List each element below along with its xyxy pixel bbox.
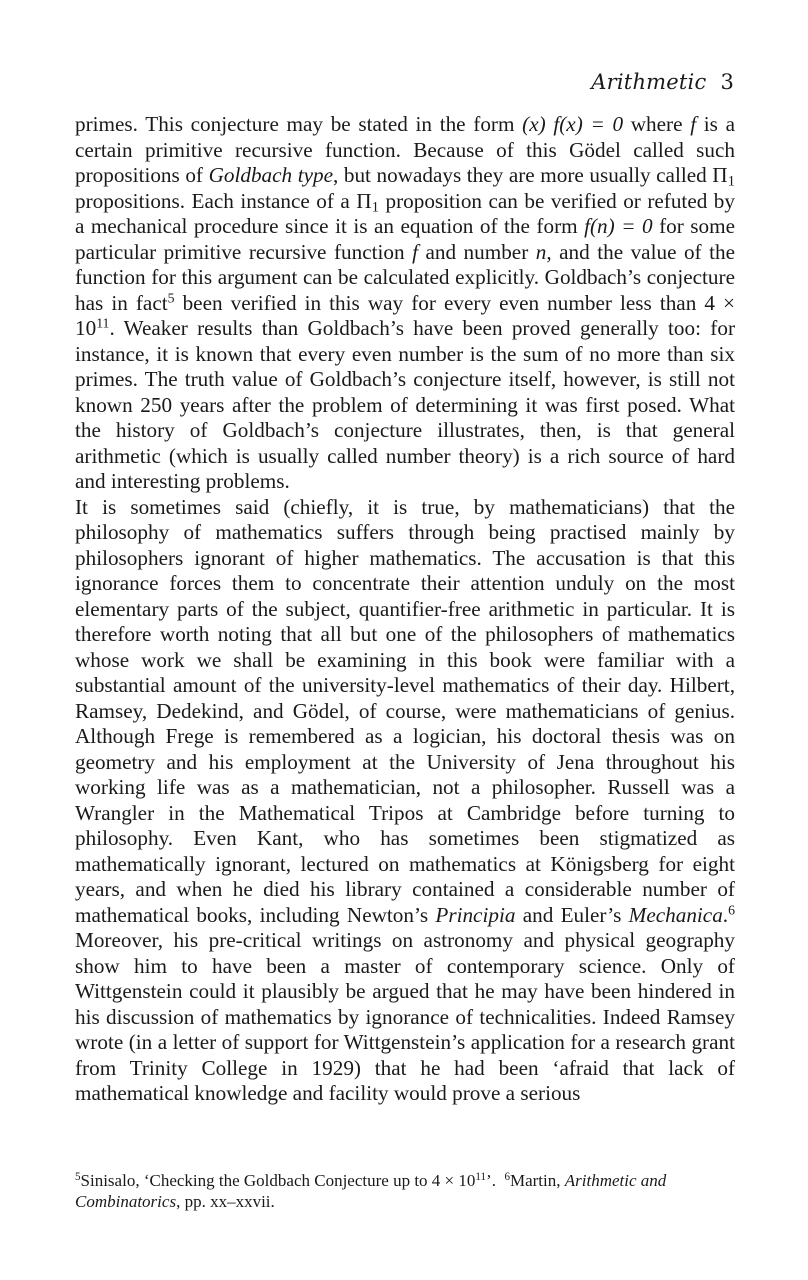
footnote-5-text: Sinisalo, ‘Checking the Goldbach Conjecture up to 4 × 10 (80, 1171, 476, 1190)
footnote-6-text: Martin, (509, 1171, 565, 1190)
math-variable: f (690, 112, 697, 136)
footnote-mark-5: 5 (75, 1170, 81, 1183)
text-run: where (623, 112, 691, 136)
text-run: , but nowadays they are more usually called Π (332, 163, 728, 187)
text-run: and Euler’s (515, 902, 629, 927)
paragraph-philosophers (75, 495, 735, 1107)
text-run: . Weaker results than Goldbach’s have been proved generally too: for instance, it is known that every even number is the sum of no more than six primes. The truth value of Goldbach’s conjecture itself, however, is still not known 250 years after the problem of determining it was first posed. What the history of Goldbach’s conjecture illustrates, then, is that general arithmetic (which is usually called number theory) is a rich source of hard and interesting problems. (75, 316, 735, 493)
text-run: for some particular primitive recursive function (75, 214, 735, 264)
footnote-ref-6[interactable]: 6 (728, 901, 735, 917)
math-variable: n (535, 239, 547, 264)
text-run: proposition can be verified or refuted by a mechanical procedure since it is an equation of the form (75, 188, 735, 238)
running-head-title: Arithmetic (591, 70, 707, 94)
footnote-ref-5[interactable]: 5 (167, 289, 175, 305)
text-run: primes. This conjecture may be stated in the form (75, 112, 523, 136)
emphasis-mechanica: Mechanica (628, 902, 723, 927)
text-run: Moreover, his pre-critical writings on astronomy and physical geography show him to have been a master of contemporary science. Only of Wittgenstein could it plausibly be argued that he may have been hindered in his discussion of mathematics by ignorance of technicalities. Indeed Ramsey wrote (in a letter of support for Wittgenstein’s application for a research grant from Trinity College in 1929) that he had been ‘afraid that lack of mathematical knowledge and facility would prove a serious (75, 928, 735, 1105)
subscript: 1 (727, 173, 735, 190)
subscript: 1 (371, 199, 379, 216)
text-run: , and the value of the function for this argument can be calculated explicitly. Goldbach’s conjecture has in fact (75, 239, 735, 315)
paragraph-goldbach (75, 112, 735, 495)
footnote-mark-6: 6 (504, 1170, 510, 1183)
footnote-5-end: ’. (486, 1171, 496, 1190)
exponent: 11 (96, 315, 110, 331)
text-run: propositions. Each instance of a Π (75, 188, 372, 213)
emphasis-principia: Principia (435, 902, 516, 927)
footnote-6-end: , pp. xx–xxvii. (176, 1192, 275, 1211)
math-formula: (x) f(x) = 0 (522, 112, 624, 136)
footnote-6-title: Arithmetic and Combinatorics (75, 1171, 667, 1211)
text-run: and number (417, 239, 536, 264)
body-text (75, 112, 735, 1107)
text-run: is a certain primitive recursive function. Because of this Gödel called such propositions of (75, 112, 736, 187)
text-run: been verified in this way for every even number less than 4 × 10 (75, 290, 735, 340)
footnote-line (75, 1170, 735, 1212)
text-run: . (722, 902, 729, 927)
footnotes (75, 1170, 735, 1212)
exponent: 11 (475, 1170, 487, 1183)
emphasis-goldbach-type: Goldbach type (208, 163, 333, 187)
math-variable: f (412, 239, 418, 264)
running-head (591, 70, 734, 94)
math-formula: f(n) = 0 (584, 214, 653, 238)
text-run: It is sometimes said (chiefly, it is true, by mathematicians) that the philosophy of mathematics suffers through being practised mainly by philosophers ignorant of higher mathematics. The accusation is that this ignorance forces them to concentrate their attention unduly on the most elementary parts of the subject, quantifier-free arithmetic in particular. It is therefore worth noting that all but one of the philosophers of mathematics whose work we shall be examining in this book were familiar with a substantial amount of the university-level mathematics of their day. Hilbert, Ramsey, Dedekind, and Gödel, of course, were mathematicians of genius. Although Frege is remembered as a logician, his doctoral thesis was on geometry and his employment at the University of Jena throughout his working life was as a mathematician, not a philosopher. Russell was a Wrangler in the Mathematical Tripos at Cambridge before turning to philosophy. Even Kant, who has sometimes been stigmatized as mathematically ignorant, lectured on mathematics at Königsberg for eight years, and when he died his library contained a considerable number of mathematical books, including Newton’s (75, 494, 735, 927)
page-number: 3 (720, 70, 734, 94)
